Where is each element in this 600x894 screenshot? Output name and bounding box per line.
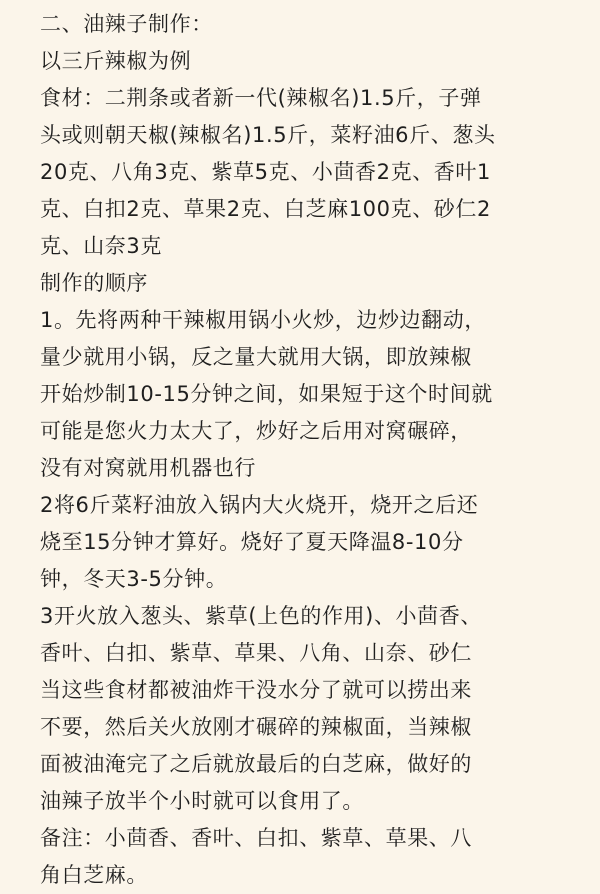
example-note: 以三斤辣椒为例 [40,49,192,73]
remarks-line: 角白芝麻。 [40,863,148,887]
step-3-line: 当这些食材都被油炸干没水分了就可以捞出来 [40,678,472,702]
step-2-line: 钟，冬天3-5分钟。 [40,567,228,591]
step-3-line: 3开火放入葱头、紫草(上色的作用)、小茴香、 [40,604,482,628]
step-3-line: 油辣子放半个小时就可以食用了。 [40,789,364,813]
step-2-line: 2将6斤菜籽油放入锅内大火烧开，烧开之后还 [40,493,479,517]
step-3-line: 不要，然后关火放刚才碾碎的辣椒面，当辣椒 [40,715,472,739]
ingredients-line: 头或则朝天椒(辣椒名)1.5斤，菜籽油6斤、葱头 [40,123,496,147]
step-3-line: 面被油淹完了之后就放最后的白芝麻，做好的 [40,752,472,776]
step-1-line: 没有对窝就用机器也行 [40,456,256,480]
ingredients-line: 克、山奈3克 [40,234,162,258]
step-2-line: 烧至15分钟才算好。烧好了夏天降温8-10分 [40,530,464,554]
step-1-line: 开始炒制10-15分钟之间，如果短于这个时间就 [40,382,493,406]
remarks-line: 备注：小茴香、香叶、白扣、紫草、草果、八 [40,826,472,850]
step-1-line: 量少就用小锅，反之量大就用大锅，即放辣椒 [40,345,472,369]
ingredients-line: 20克、八角3克、紫草5克、小茴香2克、香叶1 [40,160,491,184]
step-1-line: 1。先将两种干辣椒用锅小火炒，边炒边翻动， [40,308,486,332]
steps-heading: 制作的顺序 [40,271,148,295]
ingredients-line: 克、白扣2克、草果2克、白芝麻100克、砂仁2 [40,197,491,221]
step-1-line: 可能是您火力太大了，炒好之后用对窝碾碎， [40,419,472,443]
ingredients-line: 食材：二荆条或者新一代(辣椒名)1.5斤，子弹 [40,86,482,110]
step-3-line: 香叶、白扣、紫草、草果、八角、山奈、砂仁 [40,641,472,665]
section-heading: 二、油辣子制作： [40,12,213,36]
